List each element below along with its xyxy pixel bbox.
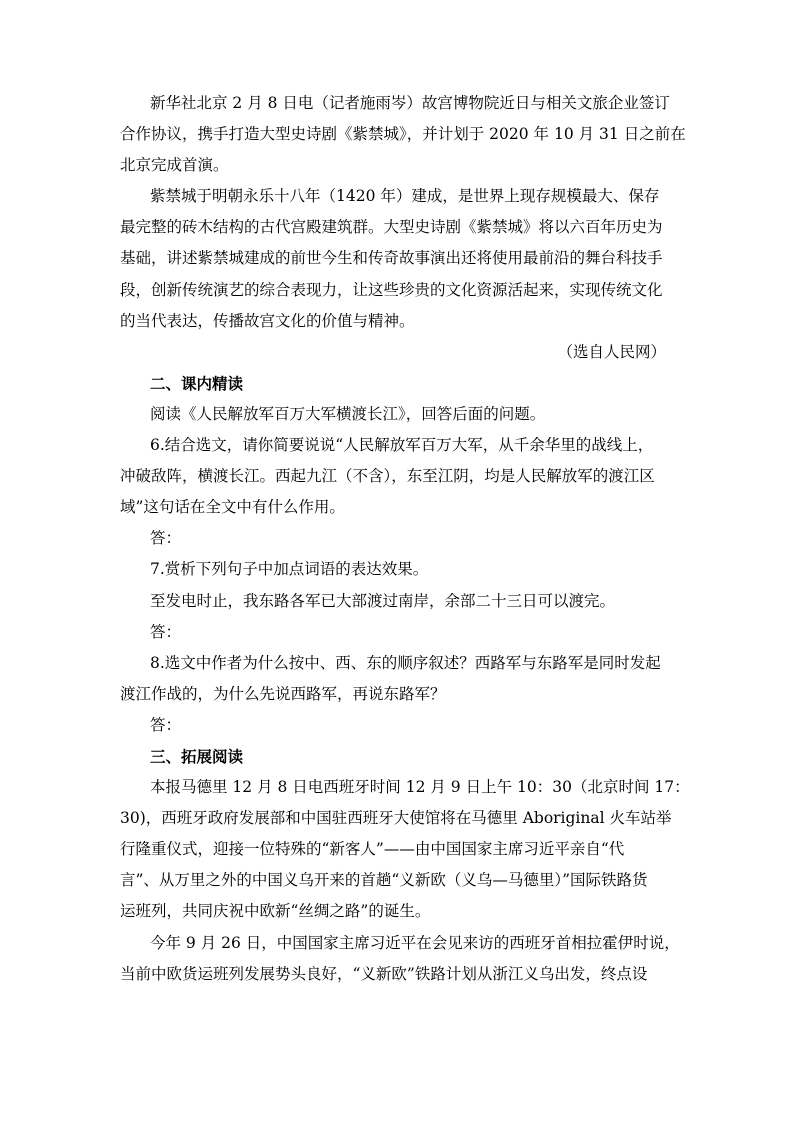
news-paragraph-2-line: 段，创新传统演艺的综合表现力，让这些珍贵的文化资源活起来，实现传统文化 — [120, 280, 663, 299]
section-2-heading: 二、课内精读 — [150, 373, 244, 393]
section-3-heading: 三、拓展阅读 — [150, 746, 244, 766]
extended-reading-paragraph-1-line: 30)，西班牙政府发展部和中国驻西班牙大使馆将在马德里 Aboriginal 火车站举 — [120, 809, 672, 828]
question-6-line: 域”这句话在全文中有什么作用。 — [120, 498, 345, 517]
answer-label-6: 答： — [150, 529, 182, 548]
question-8-line: 渡江作战的，为什么先说西路军，再说东路军？ — [120, 684, 446, 703]
answer-label-8: 答： — [150, 715, 182, 734]
news-paragraph-1-line: 合作协议，携手打造大型史诗剧《紫禁城》，并计划于 2020 年 10 月 31 日之前在 — [120, 125, 686, 144]
extended-reading-paragraph-2-line: 今年 9 月 26 日，中国国家主席习近平在会见来访的西班牙首相拉霍伊时说， — [150, 933, 680, 952]
question-7-sentence: 至发电时止，我东路各军已大部渡过南岸，余部二十三日可以渡完。 — [150, 591, 616, 610]
news-paragraph-2-line: 最完整的砖木结构的古代宫殿建筑群。大型史诗剧《紫禁城》将以六百年历史为 — [120, 218, 663, 237]
extended-reading-paragraph-1-line: 本报马德里 12 月 8 日电西班牙时间 12 月 9 日上午 10：30（北京时间 17： — [150, 778, 690, 797]
question-6-line: 冲破敌阵，横渡长江。西起九江（不含），东至江阴，均是人民解放军的渡江区 — [120, 467, 655, 486]
news-paragraph-1-line: 北京完成首演。 — [120, 156, 229, 175]
question-8-line: 8.选文中作者为什么按中、西、东的顺序叙述？西路军与东路军是同时发起 — [150, 653, 661, 672]
extended-reading-paragraph-1-line: 行隆重仪式，迎接一位特殊的“新客人”——由中国国家主席习近平亲自“代 — [120, 840, 625, 859]
extended-reading-paragraph-1-line: 言”、从万里之外的中国义乌开来的首趟“义新欧（义乌—马德里）”国际铁路货 — [120, 871, 648, 890]
section-2-intro: 阅读《人民解放军百万大军横渡长江》，回答后面的问题。 — [150, 404, 546, 423]
news-paragraph-2-line: 的当代表达，传播故宫文化的价值与精神。 — [120, 311, 415, 330]
news-paragraph-2-line: 基础，讲述紫禁城建成的前世今生和传奇故事演出还将使用最前沿的舞台科技手 — [120, 249, 663, 268]
question-6-line: 6.结合选文，请你简要说说“人民解放军百万大军，从千余华里的战线上， — [150, 436, 654, 455]
news-paragraph-1-line: 新华社北京 2 月 8 日电（记者施雨岑）故宫博物院近日与相关文旅企业签订 — [150, 94, 670, 112]
extended-reading-paragraph-1-line: 运班列，共同庆祝中欧新“丝绸之路”的诞生。 — [120, 902, 431, 921]
extended-reading-paragraph-2-line: 当前中欧货运班列发展势头良好，“义新欧”铁路计划从浙江义乌出发，终点设 — [120, 964, 648, 983]
news-paragraph-2-line: 紫禁城于明朝永乐十八年（1420 年）建成，是世界上现存规模最大、保存 — [150, 187, 660, 206]
answer-label-7: 答： — [150, 622, 182, 641]
question-7: 7.赏析下列句子中加点词语的表达效果。 — [150, 560, 429, 579]
document-page — [120, 88, 690, 990]
source-attribution: （选自人民网） — [557, 342, 666, 361]
